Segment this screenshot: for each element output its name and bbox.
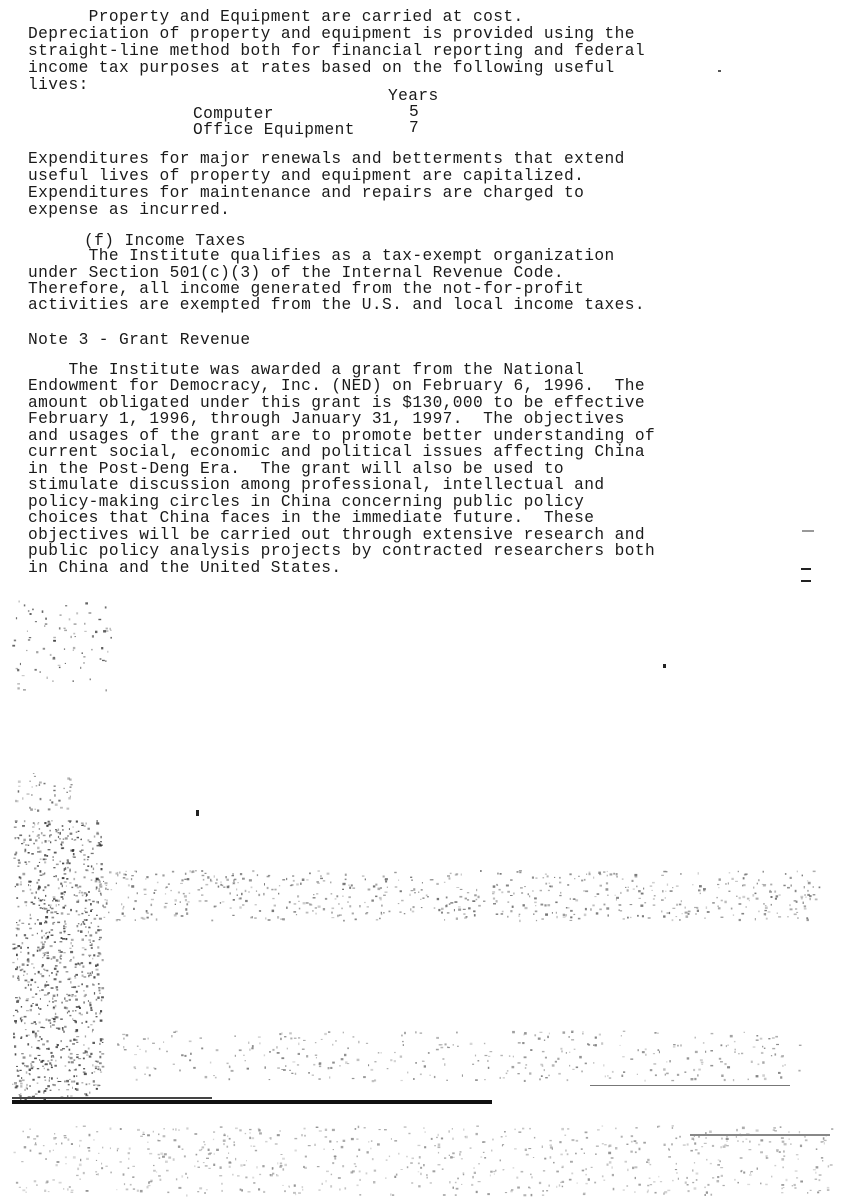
intro-line: Property and Equipment are carried at cost. [28, 8, 524, 26]
useful-lives-years: 7 [409, 119, 420, 137]
speckle-noise [12, 601, 833, 1197]
income-taxes-heading: (f) Income Taxes [84, 232, 246, 250]
intro-line: straight-line method both for financial reporting and federal [28, 42, 645, 60]
note3-line: public policy analysis projects by contracted researchers both [28, 542, 656, 560]
income-taxes-line: The Institute qualifies as a tax-exempt organization [28, 247, 615, 265]
renewals-line: expense as incurred. [28, 201, 231, 219]
note3-line: and usages of the grant are to promote better understanding of [28, 427, 656, 445]
note3-heading: Note 3 - Grant Revenue [28, 331, 251, 349]
note3-line: February 1, 1996, through January 31, 1997. The objectives [28, 410, 625, 428]
income-taxes-line: under Section 501(c)(3) of the Internal Revenue Code. [28, 264, 565, 282]
note3-line: in China and the United States. [28, 559, 342, 577]
right-margin-marks [196, 70, 814, 816]
intro-line: Depreciation of property and equipment is provided using the [28, 25, 635, 43]
renewals-line: Expenditures for major renewals and betterments that extend [28, 150, 625, 168]
useful-lives-item: Office Equipment [193, 121, 355, 139]
intro-line: lives: [28, 76, 89, 94]
note3-line: Endowment for Democracy, Inc. (NED) on February 6, 1996. The [28, 377, 645, 395]
note3-line: stimulate discussion among professional, intellectual and [28, 476, 605, 494]
note3-line: choices that China faces in the immediate future. These [28, 509, 595, 527]
note3-line: current social, economic and political issues affecting China [28, 443, 645, 461]
note3-line: amount obligated under this grant is $130,000 to be effective [28, 394, 645, 412]
note3-line: objectives will be carried out through extensive research and [28, 526, 645, 544]
note3-line: policy-making circles in China concerning public policy [28, 493, 585, 511]
income-taxes-line: activities are exempted from the U.S. and local income taxes. [28, 296, 645, 314]
useful-lives-item: Computer [193, 105, 274, 123]
useful-lives-header: Years [388, 87, 439, 105]
useful-lives-years: 5 [409, 103, 420, 121]
renewals-line: Expenditures for maintenance and repairs are charged to [28, 184, 585, 202]
note3-line: in the Post-Deng Era. The grant will also be used to [28, 460, 565, 478]
intro-line: income tax purposes at rates based on the following useful [28, 59, 615, 77]
income-taxes-line: Therefore, all income generated from the not-for-profit [28, 280, 585, 298]
renewals-line: useful lives of property and equipment are capitalized. [28, 167, 585, 185]
note3-line: The Institute was awarded a grant from the National [28, 361, 585, 379]
dark-band [12, 1085, 830, 1136]
